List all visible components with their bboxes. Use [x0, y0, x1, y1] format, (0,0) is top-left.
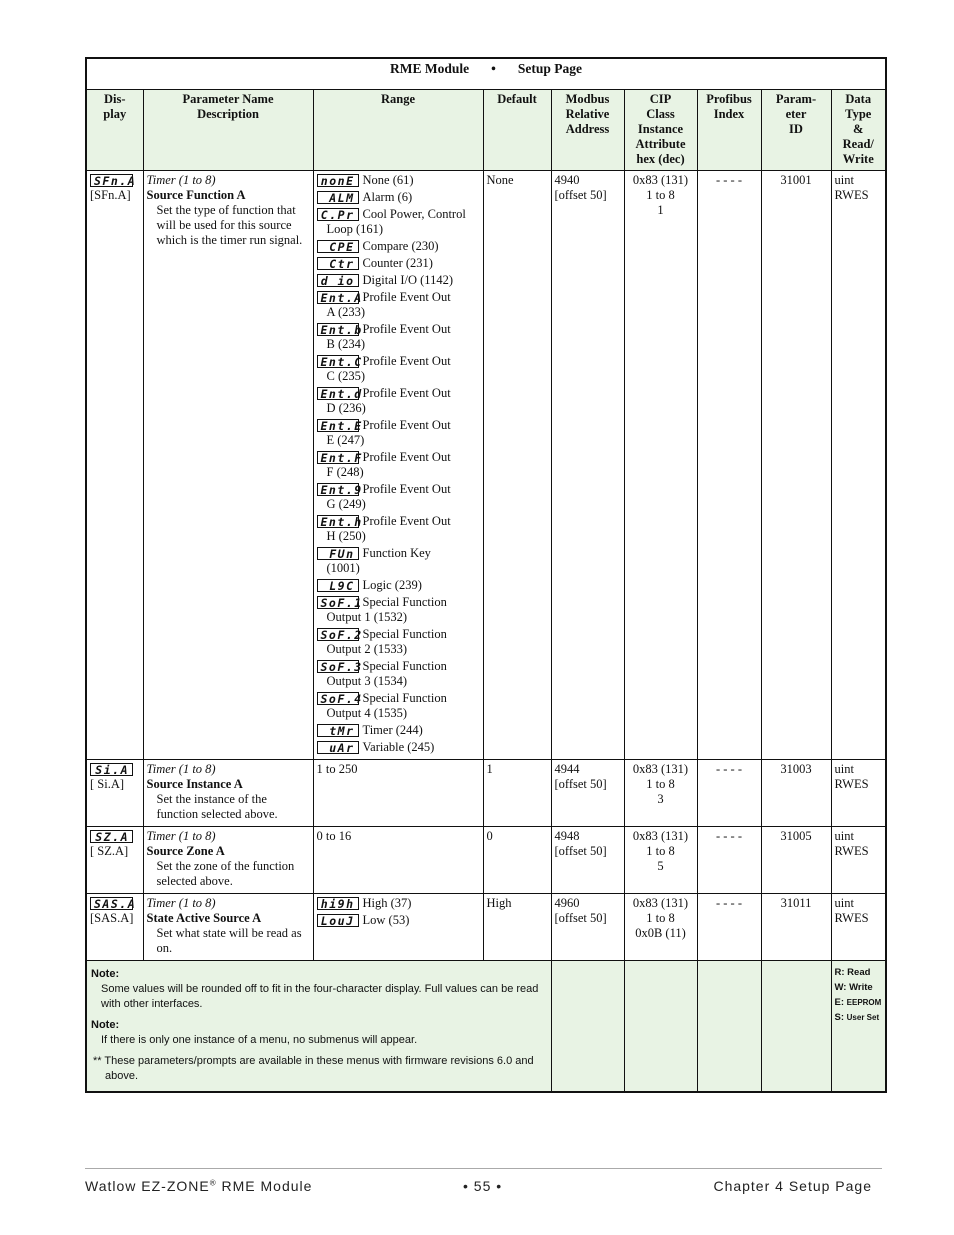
table-title [86, 58, 886, 89]
parameter-description: Set what state will be read as on. [156, 925, 302, 955]
parameter-cell [143, 759, 313, 826]
range-option-label-cont: F (248) [326, 464, 364, 479]
parameter-cell [143, 170, 313, 759]
modbus-cell: 4948 [offset 50] [551, 826, 624, 893]
note-text: If there is only one instance of a menu, no submenus will appear. [101, 1033, 418, 1046]
table-row [86, 893, 886, 960]
parameter-name: Source Function A [146, 187, 246, 202]
range-option-code: CPE [317, 240, 359, 253]
range-option-label: Special Function [362, 658, 447, 673]
notes-row [86, 960, 886, 1092]
header-row [86, 89, 886, 170]
range-option [317, 207, 480, 237]
header-profibus: Profibus Index [697, 89, 761, 170]
range-option-label: Logic (239) [362, 577, 422, 592]
range-option [317, 578, 480, 593]
profibus-cell: - - - - [697, 170, 761, 759]
range-option-label-cont: Output 3 (1534) [326, 673, 408, 688]
range-option-label: Timer (244) [362, 722, 423, 737]
range-option-code: uAr [317, 741, 359, 754]
range-option [317, 482, 480, 512]
range-option [317, 740, 480, 755]
footer-product: Watlow EZ-ZONE® RME Module [85, 1178, 313, 1194]
legend-read: R: Read [834, 966, 871, 978]
range-option-label-cont: (1001) [326, 560, 360, 575]
page-footer [85, 1168, 882, 1194]
range-option-label: Variable (245) [362, 739, 435, 754]
range-option [317, 322, 480, 352]
range-option-label: Profile Event Out [362, 449, 451, 464]
display-code: SZ.A [90, 830, 133, 843]
range-option-label: Low (53) [362, 912, 410, 927]
range-option [317, 190, 480, 205]
range-option [317, 354, 480, 384]
data-type-cell: uint RWES [831, 759, 886, 826]
range-option-label: Special Function [362, 594, 447, 609]
display-cell [86, 170, 143, 759]
display-cell [86, 826, 143, 893]
title-module: RME Module [390, 61, 470, 76]
range-option-label-cont: G (249) [326, 496, 366, 511]
header-parameter: Parameter Name Description [143, 89, 313, 170]
parameter-group: Timer (1 to 8) [146, 761, 216, 776]
display-code: Si.A [90, 763, 133, 776]
cip-cell: 0x83 (131) 1 to 8 1 [624, 170, 697, 759]
display-code: SFn.A [90, 174, 133, 187]
range-option [317, 386, 480, 416]
notes-empty-cell [551, 960, 624, 1092]
legend-user-set: S: User Set [834, 1011, 880, 1023]
parameter-id-cell: 31003 [761, 759, 831, 826]
parameter-description: Set the zone of the function selected above. [156, 858, 295, 888]
range-option [317, 239, 480, 254]
parameter-group: Timer (1 to 8) [146, 895, 216, 910]
range-option-code: Ent.9 [317, 483, 359, 496]
parameter-name: Source Instance A [146, 776, 243, 791]
range-option-label: Function Key [362, 545, 431, 560]
range-option-code: d io [317, 274, 359, 287]
range-option [317, 273, 480, 288]
parameter-id-cell: 31011 [761, 893, 831, 960]
range-option-code: Ent.A [317, 291, 359, 304]
range-option-label-cont: D (236) [326, 400, 366, 415]
notes-empty-cell [697, 960, 761, 1092]
display-label: [ SZ.A] [90, 843, 129, 858]
title-page: Setup Page [517, 61, 582, 76]
range-option-label: Counter (231) [362, 255, 433, 270]
table-title-row [86, 58, 886, 89]
notes-empty-cell [624, 960, 697, 1092]
note-firmware: ** These parameters/prompts are available in these menus with firmware revisions 6.0 and above. [93, 1054, 534, 1082]
note-heading: Note: [91, 967, 120, 980]
range-option-label-cont: E (247) [326, 432, 365, 447]
range-option [317, 173, 480, 188]
range-option [317, 256, 480, 271]
parameter-group: Timer (1 to 8) [146, 828, 216, 843]
range-option-label: Digital I/O (1142) [362, 272, 453, 287]
parameter-name: State Active Source A [146, 910, 262, 925]
parameter-description: Set the instance of the function selected above. [156, 791, 278, 821]
parameter-description: Set the type of function that will be used for this source which is the timer run signal. [156, 202, 303, 247]
default-cell: 0 [483, 826, 551, 893]
default-cell: 1 [483, 759, 551, 826]
range-option-label: Profile Event Out [362, 353, 451, 368]
notes-empty-cell [761, 960, 831, 1092]
parameter-id-cell: 31005 [761, 826, 831, 893]
table-row [86, 826, 886, 893]
range-option [317, 290, 480, 320]
range-option-code: ALM [317, 191, 359, 204]
parameter-cell [143, 826, 313, 893]
parameter-cell [143, 893, 313, 960]
display-cell [86, 893, 143, 960]
parameter-name: Source Zone A [146, 843, 225, 858]
range-option [317, 913, 480, 928]
footer-page-number: • 55 • [463, 1178, 503, 1194]
display-label: [SFn.A] [90, 187, 131, 202]
profibus-cell: - - - - [697, 826, 761, 893]
data-type-cell: uint RWES [831, 170, 886, 759]
range-option-label-cont: A (233) [326, 304, 366, 319]
range-option-code: Ent.E [317, 419, 359, 432]
range-option-code: Ent.C [317, 355, 359, 368]
range-list [317, 896, 480, 928]
range-option-label-cont: H (250) [326, 528, 366, 543]
range-cell: 0 to 16 [313, 826, 483, 893]
default-cell: None [483, 170, 551, 759]
legend-write: W: Write [834, 981, 873, 993]
range-option-label: Special Function [362, 626, 447, 641]
cip-cell: 0x83 (131) 1 to 8 5 [624, 826, 697, 893]
default-cell: High [483, 893, 551, 960]
display-label: [SAS.A] [90, 910, 134, 925]
range-option-code: L9C [317, 579, 359, 592]
header-data-type: Data Type & Read/ Write [831, 89, 886, 170]
range-option [317, 723, 480, 738]
table-row [86, 759, 886, 826]
range-option-label-cont: B (234) [326, 336, 366, 351]
range-cell: 1 to 250 [313, 759, 483, 826]
range-option-code: SoF.4 [317, 692, 359, 705]
range-option-label: Profile Event Out [362, 385, 451, 400]
cip-cell: 0x83 (131) 1 to 8 3 [624, 759, 697, 826]
header-range: Range [313, 89, 483, 170]
range-option-code: SoF.3 [317, 660, 359, 673]
range-option-label: Profile Event Out [362, 417, 451, 432]
range-option-code: Ent.F [317, 451, 359, 464]
range-option-code: SoF.2 [317, 628, 359, 641]
range-option-code: Ent.b [317, 323, 359, 336]
range-option-code: nonE [317, 174, 359, 187]
range-option-code: Ent.d [317, 387, 359, 400]
range-option-code: C.Pr [317, 208, 359, 221]
range-option [317, 627, 480, 657]
footer-chapter: Chapter 4 Setup Page [713, 1178, 872, 1194]
range-option [317, 450, 480, 480]
parameter-id-cell: 31001 [761, 170, 831, 759]
range-list [317, 173, 480, 755]
display-label: [ Si.A] [90, 776, 125, 791]
range-option-label: None (61) [362, 172, 414, 187]
range-option [317, 896, 480, 911]
range-option-label: Special Function [362, 690, 447, 705]
setup-parameter-table [85, 57, 887, 1093]
range-option-label: Profile Event Out [362, 481, 451, 496]
header-default: Default [483, 89, 551, 170]
title-bullet: • [491, 61, 496, 76]
parameter-group: Timer (1 to 8) [146, 172, 216, 187]
range-option-label: Cool Power, Control [362, 206, 466, 221]
range-option-code: Ent.h [317, 515, 359, 528]
range-option-code: Ctr [317, 257, 359, 270]
range-option-label-cont: Output 4 (1535) [326, 705, 408, 720]
range-option-code: LouJ [317, 914, 359, 927]
range-option [317, 546, 480, 576]
modbus-cell: 4960 [offset 50] [551, 893, 624, 960]
note-heading: Note: [91, 1018, 120, 1031]
range-option [317, 691, 480, 721]
range-option [317, 659, 480, 689]
modbus-cell: 4940 [offset 50] [551, 170, 624, 759]
range-option-label-cont: Loop (161) [326, 221, 384, 236]
range-option-label: Profile Event Out [362, 321, 451, 336]
legend-eeprom: E: EEPROM [834, 996, 882, 1008]
range-option [317, 418, 480, 448]
data-type-cell: uint RWES [831, 826, 886, 893]
range-cell [313, 170, 483, 759]
profibus-cell: - - - - [697, 759, 761, 826]
range-option-code: tMr [317, 724, 359, 737]
display-cell [86, 759, 143, 826]
data-type-cell: uint RWES [831, 893, 886, 960]
range-option [317, 595, 480, 625]
notes-cell [86, 960, 551, 1092]
range-option-label: Profile Event Out [362, 513, 451, 528]
header-modbus: Modbus Relative Address [551, 89, 624, 170]
header-cip: CIP Class Instance Attribute hex (dec) [624, 89, 697, 170]
range-cell [313, 893, 483, 960]
range-option-label-cont: Output 1 (1532) [326, 609, 408, 624]
legend-cell [831, 960, 886, 1092]
range-option-label-cont: Output 2 (1533) [326, 641, 408, 656]
range-option-label: Compare (230) [362, 238, 439, 253]
cip-cell: 0x83 (131) 1 to 8 0x0B (11) [624, 893, 697, 960]
display-code: SAS.A [90, 897, 133, 910]
range-option [317, 514, 480, 544]
table-row [86, 170, 886, 759]
range-option-code: FUn [317, 547, 359, 560]
range-option-label-cont: C (235) [326, 368, 366, 383]
header-display: Dis- play [86, 89, 143, 170]
header-parameter-id: Param- eter ID [761, 89, 831, 170]
range-option-code: hi9h [317, 897, 359, 910]
modbus-cell: 4944 [offset 50] [551, 759, 624, 826]
range-option-label: Alarm (6) [362, 189, 413, 204]
note-text: Some values will be rounded off to fit in the four-character display. Full values can be read with other interfaces. [101, 982, 539, 1010]
profibus-cell: - - - - [697, 893, 761, 960]
range-option-code: SoF.1 [317, 596, 359, 609]
range-option-label: High (37) [362, 895, 412, 910]
range-option-label: Profile Event Out [362, 289, 451, 304]
